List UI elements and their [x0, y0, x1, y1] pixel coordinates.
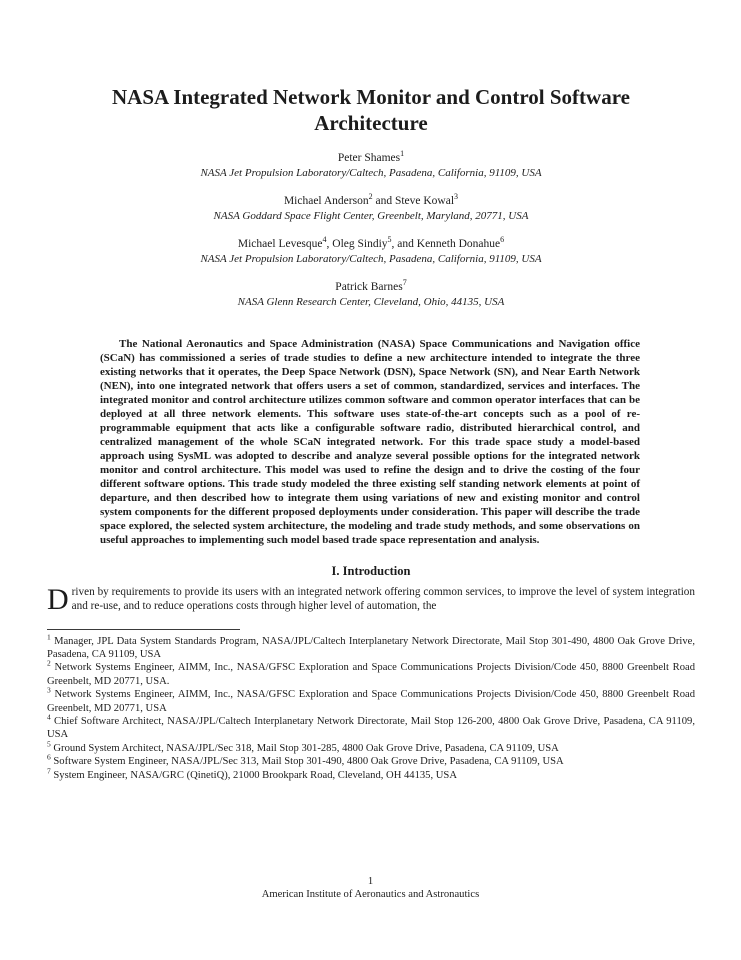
footnote: $^4$ Chief Software Architect, NASA/JPL/Caltech Interplanetary Network Directorate, Mail Stop 126-200, 4800 Oak Grove Drive, Pasadena, CA 91109, USA: [47, 712, 695, 741]
author-affiliation: NASA Jet Propulsion Laboratory/Caltech, Pasadena, California, 91109, USA: [200, 167, 542, 179]
author-names: Patrick Barnes$^7$: [335, 278, 407, 293]
superscript-ref: 6: [500, 235, 505, 245]
footnote-number: 6: [47, 752, 51, 762]
introduction-text: riven by requirements to provide its users with an integrated network offering common services, to improve the level of system integration and re-use, and to reduce operations costs through higher level of automation, the: [71, 586, 695, 612]
section-heading-introduction: I. Introduction: [331, 564, 411, 578]
superscript-ref: 7: [402, 278, 407, 288]
author-affiliation: NASA Glenn Research Center, Cleveland, Ohio, 44135, USA: [237, 296, 505, 308]
footnote-number: 3: [47, 685, 51, 695]
footnote: $^6$ Software System Engineer, NASA/JPL/Sec 313, Mail Stop 301-490, 4800 Oak Grove Drive, Pasadena, CA 91109, USA: [47, 752, 564, 768]
superscript-ref: 1: [400, 149, 405, 159]
authors-section: [47, 151, 695, 310]
author-block: [47, 151, 695, 181]
introduction-paragraph: [47, 583, 695, 616]
author-block: [47, 194, 695, 224]
author-names: Michael Levesque$^4$, Oleg Sindiy$^5$, and Kenneth Donahue$^6$: [237, 235, 505, 250]
footnote-number: 7: [47, 766, 51, 776]
footnote: $^2$ Network Systems Engineer, AIMM, Inc., NASA/GFSC Exploration and Space Communications Projects Division/Code 450, 8800 Greenbelt Road Greenbelt, MD 20771, USA.: [47, 658, 695, 687]
superscript-ref: 3: [454, 192, 459, 202]
author-affiliation: NASA Jet Propulsion Laboratory/Caltech, Pasadena, California, 91109, USA: [200, 253, 542, 265]
footer-publisher-line: American Institute of Aeronautics and Astronautics: [261, 889, 480, 900]
paper-title: NASA Integrated Network Monitor and Control Software Architecture: [112, 85, 630, 135]
page-number: 1: [367, 876, 374, 887]
footnote-separator-rule: [47, 629, 240, 630]
author-names: Peter Shames$^1$: [337, 149, 405, 164]
footnote: $^7$ System Engineer, NASA/GRC (QinetiQ), 21000 Brookpark Road, Cleveland, OH 44135, USA: [47, 766, 457, 781]
footnote-number: 4: [47, 712, 51, 722]
author-names: Michael Anderson$^2$ and Steve Kowal$^3$: [283, 192, 459, 207]
author-block: [47, 280, 695, 310]
footnote: $^1$ Manager, JPL Data System Standards Program, NASA/JPL/Caltech Interplanetary Network Directorate, Mail Stop 301-490, 4800 Oak Grove Drive, Pasadena, CA 91109, USA: [47, 632, 695, 660]
abstract-paragraph: The National Aeronautics and Space Administration (NASA) Space Communications and Navigation office (SCaN) has commissioned a series of trade studies to define a new architecture intended to integrate the three existing networks that it operates, the Deep Space Network (DSN), Space Network (SN), and Near Earth Network (NEN), into one integrated network that offers users a set of common, standardized, services and interfaces. The integrated monitor and control architecture utilizes common software and common operator interfaces that can be deployed at all three network elements. This software uses state-of-the-art concepts such as a pool of re-programmable equipment that acts like a configurable software radio, distributed hierarchical control, and centralized management of the whole SCaN integrated network. For this trade space study a model-based approach using SysML was adopted to describe and analyze several possible options for the integrated network monitor and control architecture. This model was used to refine the design and to drive the costing of the four different software options. This trade study modeled the three existing self standing network elements at point of departure, and then described how to integrate them using variations of new and existing monitor and control system components for the different proposed deployments under consideration. This paper will describe the trade space explored, the selected system architecture, the modeling and trade study methods, and some observations on useful approaches to implementing such model based trade space representation and analysis.: [100, 338, 640, 546]
author-affiliation: NASA Goddard Space Flight Center, Greenbelt, Maryland, 20771, USA: [213, 210, 529, 222]
footnotes-section: [47, 632, 695, 782]
footnote: $^3$ Network Systems Engineer, AIMM, Inc., NASA/GFSC Exploration and Space Communications Projects Division/Code 450, 8800 Greenbelt Road Greenbelt, MD 20771, USA: [47, 685, 695, 714]
footnote-number: 2: [47, 658, 51, 668]
superscript-ref: 5: [387, 235, 392, 245]
footnote-number: 1: [47, 632, 51, 642]
footnote-number: 5: [47, 739, 51, 749]
superscript-ref: 4: [322, 235, 327, 245]
author-block: [47, 237, 695, 267]
footnote: $^5$ Ground System Architect, NASA/JPL/Sec 318, Mail Stop 301-285, 4800 Oak Grove Drive, Pasadena, CA 91109, USA: [47, 739, 559, 754]
superscript-ref: 2: [368, 192, 373, 202]
drop-cap: D: [47, 583, 69, 616]
page-footer: [0, 875, 741, 901]
